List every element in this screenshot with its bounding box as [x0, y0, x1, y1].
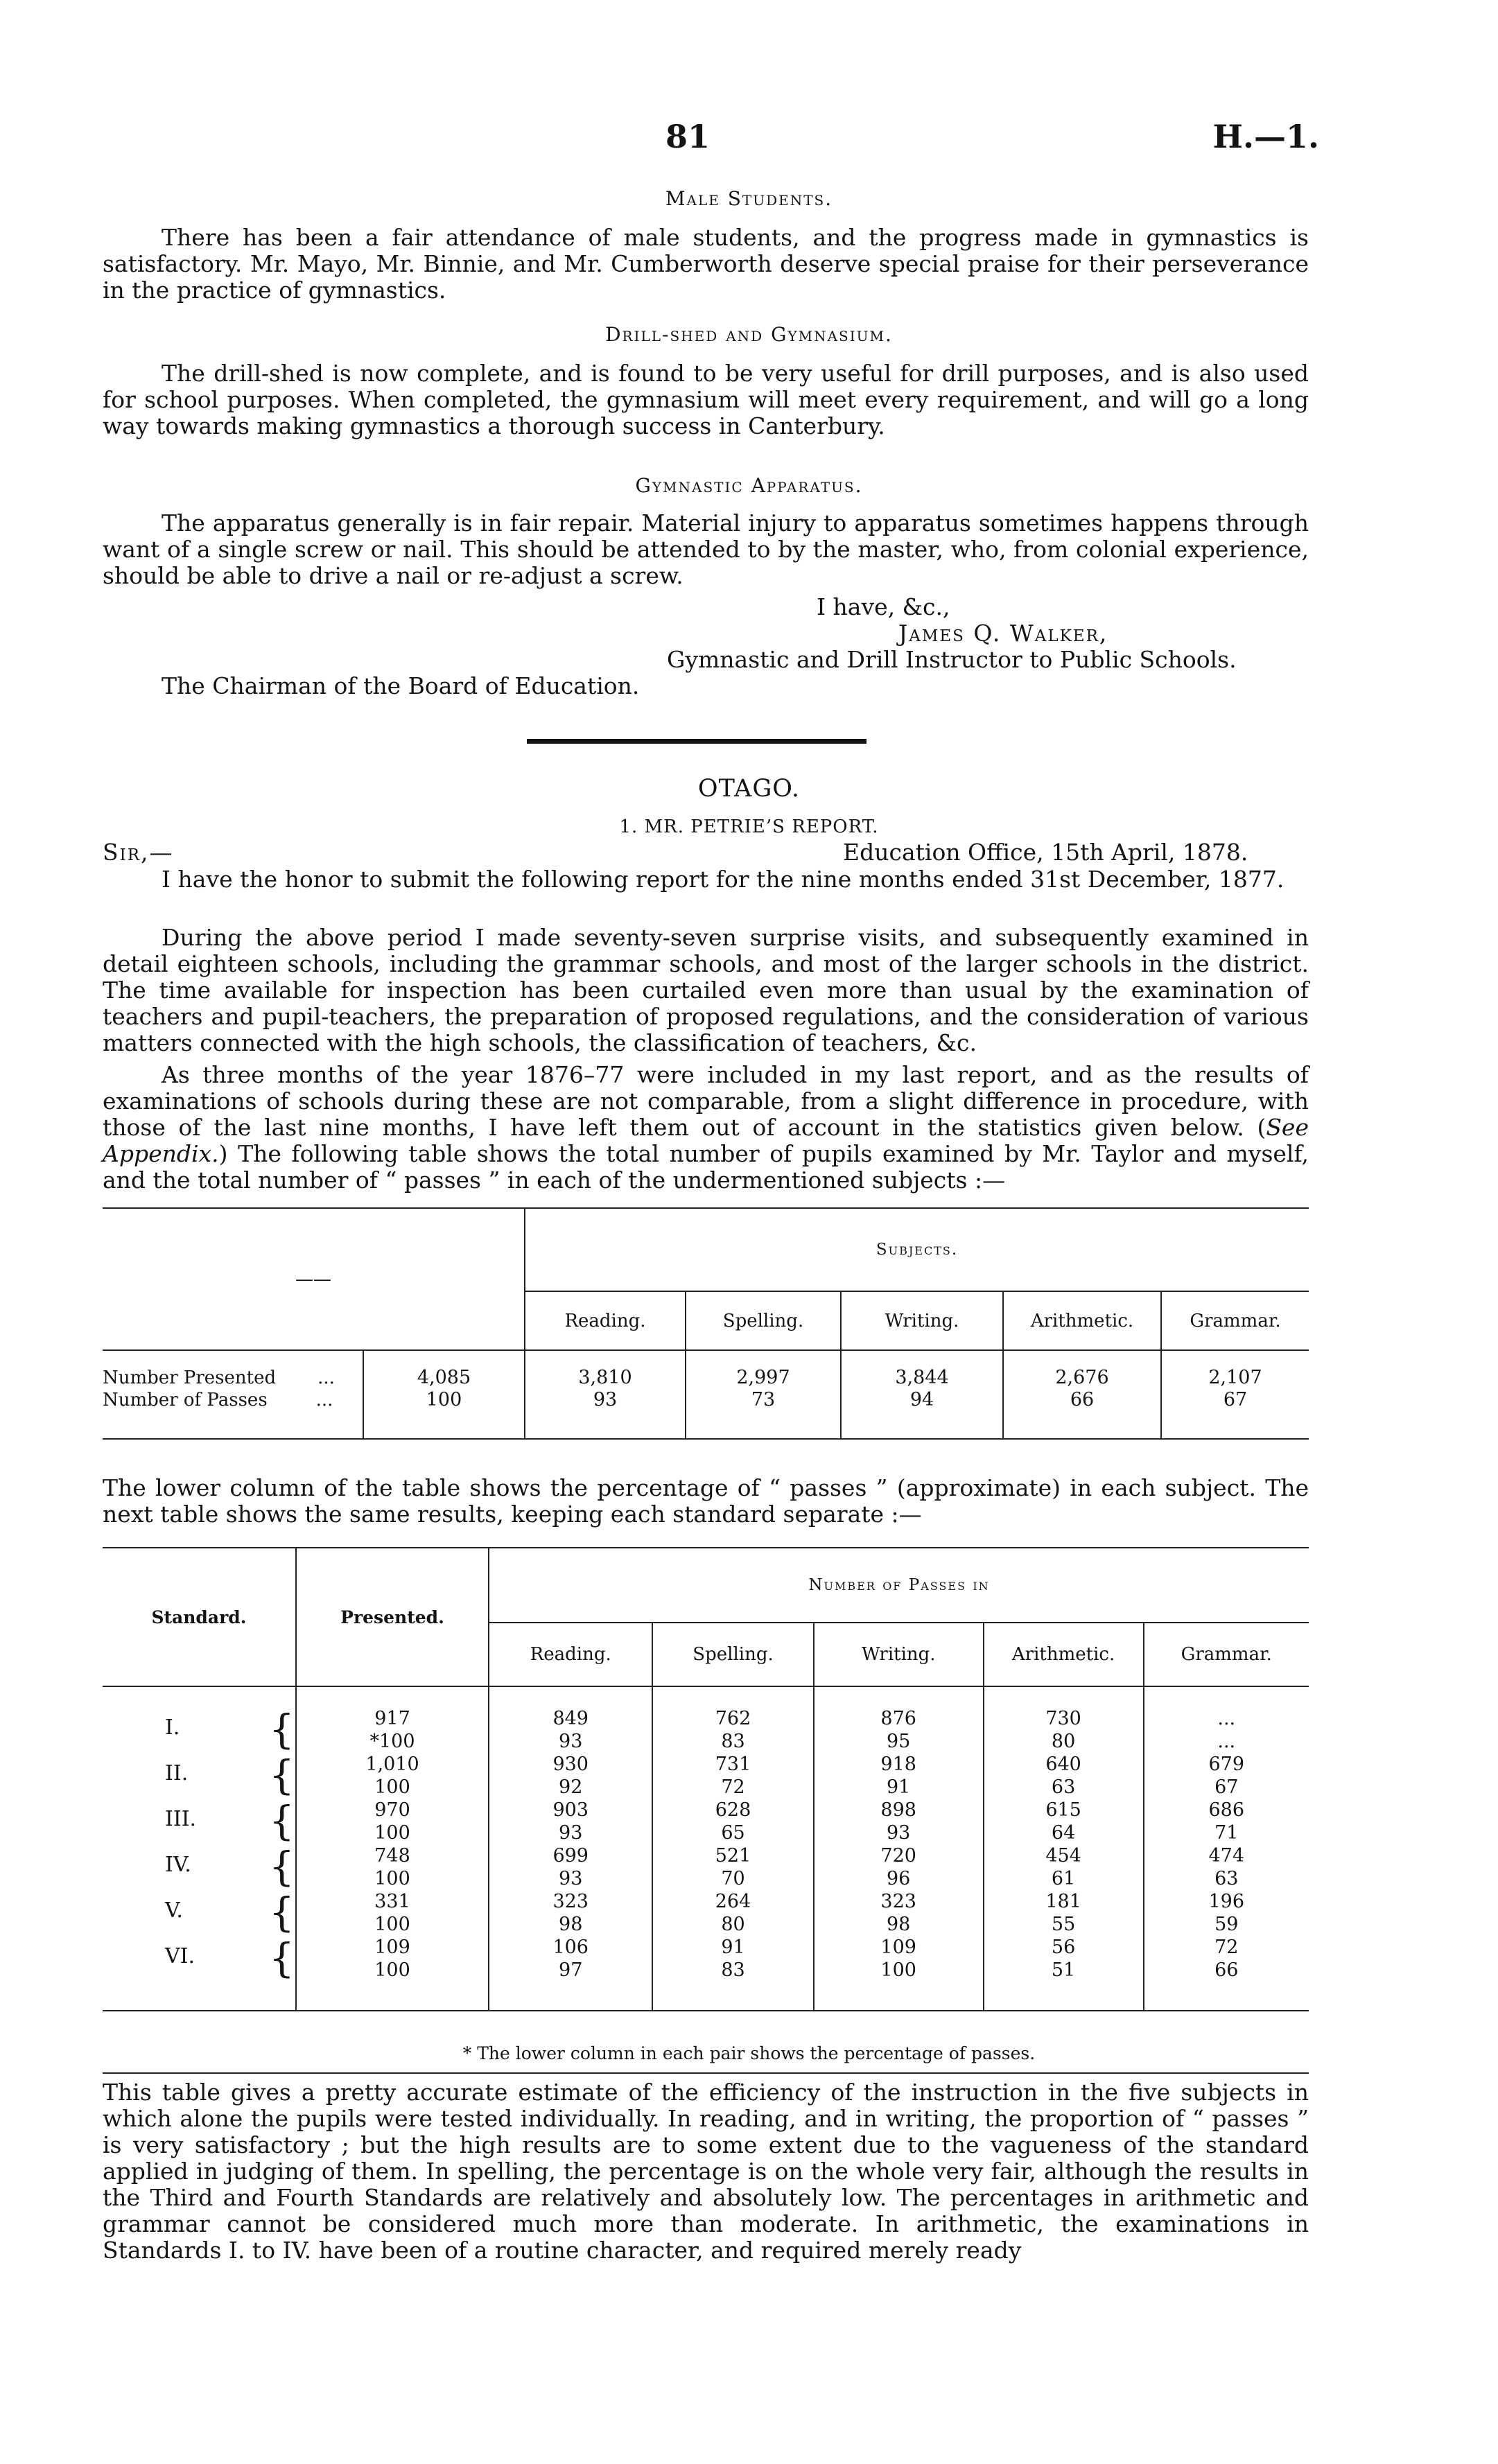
presented-value: 748 — [374, 1845, 410, 1867]
drill-shed-heading: Drill-shed and Gymnasium. — [605, 323, 893, 346]
reading-value: 106 — [552, 1937, 589, 1958]
footnote-rule — [103, 2072, 1309, 2074]
standard-label: III. — [165, 1807, 197, 1831]
arithmetic-value: 615 — [1045, 1799, 1081, 1821]
standard-label: V. — [165, 1898, 183, 1923]
spelling-value: 83 — [721, 1731, 745, 1752]
reading-value: 930 — [552, 1754, 589, 1775]
final-paragraph: This table gives a pretty accurate estimate of the efficiency of the instruction in the five subjects in which alone the pupils were tested individually. In reading, and in writing, the proportion of “ passes ” is very satisfactory ; but the high results are to some extent due to the vagueness of the standard applied in judging of them. In spelling, the percentage is on the whole very fair, although the results in the Third and Fourth Standards are relatively and absolutely low. The percentages in arithmetic and grammar cannot be considered much more than moderate. In arithmetic, the examinations in Standards I. to IV. have been of a routine character, and required merely ready — [103, 2079, 1309, 2264]
arithmetic-value: 61 — [1051, 1868, 1076, 1889]
male-students-heading: Male Students. — [665, 187, 833, 210]
reading-value: 93 — [559, 1822, 583, 1844]
standard-label: IV. — [165, 1853, 191, 1877]
spelling-value: 72 — [721, 1776, 745, 1798]
table-footnote: * The lower column in each pair shows the percentage of passes. — [462, 2043, 1036, 2063]
page-number: 81 — [665, 118, 711, 155]
presented-value: 100 — [374, 1776, 410, 1798]
spelling-value: 70 — [721, 1868, 745, 1889]
spelling-value: 264 — [715, 1891, 751, 1912]
presented-value: 100 — [374, 1868, 410, 1889]
spelling-value: 80 — [721, 1914, 745, 1935]
presented-value: 100 — [374, 1959, 410, 1981]
between-tables-text: The lower column of the table shows the percentage of “ passes ” (approximate) in each subject. The next table shows the same results, keeping each standard separate :— — [103, 1474, 1309, 1528]
closing-line: I have, &c., — [817, 593, 950, 620]
reading-value: 849 — [552, 1708, 589, 1729]
otago-paragraph-1: I have the honor to submit the following report for the nine months ended 31st December, 1877. — [162, 866, 1284, 893]
standard-label: I. — [165, 1715, 180, 1740]
see-appendix: See Appendix. — [103, 1114, 1309, 1167]
report-heading: 1. MR. PETRIE’S REPORT. — [619, 816, 879, 837]
drill-shed-text: The drill-shed is now complete, and is found to be very useful for drill purposes, and is also used for school purposes. When completed, the gymnasium will meet every requirement, and will go a long way towards making gymnastics a thorough success in Canterbury. — [103, 360, 1309, 439]
spelling-value: 762 — [715, 1708, 751, 1729]
signer-name: James Q. Walker, — [898, 620, 1108, 647]
spelling-value: 731 — [715, 1754, 751, 1775]
brace-icon: { — [269, 1751, 295, 1799]
presented-value: 917 — [374, 1708, 410, 1729]
t2-col-spelling: Spelling. — [652, 1623, 813, 1686]
standard-label: II. — [165, 1761, 189, 1785]
dateline: Education Office, 15th April, 1878. — [843, 839, 1248, 866]
t1-col-reading: Reading. — [525, 1291, 686, 1350]
arithmetic-value: 181 — [1045, 1891, 1081, 1912]
signer-title: Gymnastic and Drill Instructor to Public Schools. — [667, 646, 1237, 673]
table-row — [103, 1936, 1309, 1982]
reading-value: 98 — [559, 1914, 583, 1935]
male-students-text: There has been a fair attendance of male students, and the progress made in gymnastics is satisfactory. Mr. Mayo, Mr. Binnie, and Mr. Cumberworth deserve special praise for their perseverance in the practice of gymnastics. — [103, 224, 1309, 304]
grammar-value: 474 — [1208, 1845, 1245, 1867]
t1-col-arithmetic: Arithmetic. — [1003, 1291, 1161, 1350]
table-row — [103, 1753, 1309, 1799]
writing-value: 109 — [880, 1937, 916, 1958]
t2-col-presented: Presented. — [296, 1548, 489, 1686]
t1-col-grammar: Grammar. — [1161, 1291, 1309, 1350]
grammar-value: 71 — [1214, 1822, 1239, 1844]
otago-title: OTAGO. — [697, 775, 801, 803]
section-divider — [527, 739, 866, 744]
writing-value: 876 — [880, 1708, 916, 1729]
grammar-value: 196 — [1208, 1891, 1245, 1912]
standard-label: VI. — [165, 1944, 195, 1968]
arithmetic-value: 80 — [1051, 1731, 1076, 1752]
t2-col-reading: Reading. — [489, 1623, 652, 1686]
arithmetic-value: 64 — [1051, 1822, 1076, 1844]
arithmetic-value: 454 — [1045, 1845, 1081, 1867]
reading-value: 323 — [552, 1891, 589, 1912]
row-label: Number of Passes — [103, 1390, 268, 1410]
reading-value: 699 — [552, 1845, 589, 1867]
apparatus-text: The apparatus generally is in fair repair. Material injury to apparatus sometimes happens through want of a single screw or nail. This should be attended to by the master, who, from colonial experience, should be able to drive a nail or re-adjust a screw. — [103, 509, 1309, 589]
writing-value: 91 — [887, 1776, 911, 1798]
grammar-value: ... — [1217, 1708, 1236, 1729]
t1-col-writing: Writing. — [841, 1291, 1003, 1350]
grammar-value: 679 — [1208, 1754, 1245, 1775]
table-row — [103, 1844, 1309, 1890]
presented-value: 100 — [374, 1914, 410, 1935]
arithmetic-value: 640 — [1045, 1754, 1081, 1775]
grammar-value: ... — [1217, 1731, 1236, 1752]
reading-value: 97 — [559, 1959, 583, 1981]
salutation: Sir,— — [103, 839, 174, 866]
arithmetic-value: 730 — [1045, 1708, 1081, 1729]
reading-value: 92 — [559, 1776, 583, 1798]
arithmetic-value: 56 — [1051, 1937, 1076, 1958]
arithmetic-value: 55 — [1051, 1914, 1076, 1935]
spelling-value: 91 — [721, 1937, 745, 1958]
reading-value: 903 — [552, 1799, 589, 1821]
spelling-value: 83 — [721, 1959, 745, 1981]
writing-value: 100 — [880, 1959, 916, 1981]
writing-value: 720 — [880, 1845, 916, 1867]
table-row: Number Presented ... 4,085 3,810 2,997 3,844 2,676 2,107 — [103, 1367, 1309, 1389]
subjects-header: Subjects. — [525, 1208, 1309, 1291]
document-code: H.—1. — [1212, 118, 1319, 155]
grammar-value: 686 — [1208, 1799, 1245, 1821]
presented-value: *100 — [369, 1731, 415, 1752]
otago-paragraph-2: During the above period I made seventy-seven surprise visits, and subsequently examined in detail eighteen schools, including the grammar schools, and most of the larger schools in the district. The time available for inspection has been curtailed even more than usual by the examination of teachers and pupil-teachers, the preparation of proposed regulations, and the consideration of various matters connected with the high schools, the classification of teachers, &c. — [103, 924, 1309, 1056]
presented-value: 970 — [374, 1799, 410, 1821]
brace-icon: { — [269, 1843, 295, 1890]
spelling-value: 628 — [715, 1799, 751, 1821]
subjects-summary-table — [103, 1207, 1309, 1440]
passes-header: Number of Passes in — [489, 1548, 1309, 1623]
grammar-value: 72 — [1214, 1937, 1239, 1958]
standards-table — [103, 1547, 1309, 2011]
grammar-value: 66 — [1214, 1959, 1239, 1981]
apparatus-heading: Gymnastic Apparatus. — [635, 474, 863, 497]
brace-icon: { — [269, 1797, 295, 1844]
grammar-value: 59 — [1214, 1914, 1239, 1935]
otago-paragraph-3: As three months of the year 1876–77 were included in my last report, and as the results of examinations of schools during these are not comparable, from a slight difference in procedure, with those of the last nine months, I have left them out of account in the statistics given below. (See Appendix.) The following table shows the total number of pupils examined by Mr. Taylor and myself, and the total number of “ passes ” in each of the undermentioned subjects :— — [103, 1061, 1309, 1194]
t2-col-writing: Writing. — [814, 1623, 984, 1686]
grammar-value: 63 — [1214, 1868, 1239, 1889]
table-row: Number of Passes ... 100 93 73 94 66 67 — [103, 1389, 1309, 1411]
t2-col-arithmetic: Arithmetic. — [984, 1623, 1144, 1686]
table-row — [103, 1707, 1309, 1753]
writing-value: 93 — [887, 1822, 911, 1844]
row-label: Number Presented — [103, 1368, 277, 1388]
table-row — [103, 1890, 1309, 1936]
spelling-value: 65 — [721, 1822, 745, 1844]
reading-value: 93 — [559, 1731, 583, 1752]
presented-value: 109 — [374, 1937, 410, 1958]
blank-header: —— — [295, 1268, 331, 1290]
presented-value: 100 — [374, 1822, 410, 1844]
writing-value: 918 — [880, 1754, 916, 1775]
writing-value: 95 — [887, 1731, 911, 1752]
addressee: The Chairman of the Board of Education. — [162, 672, 640, 699]
writing-value: 323 — [880, 1891, 916, 1912]
writing-value: 96 — [887, 1868, 911, 1889]
t2-col-standard: Standard. — [103, 1548, 296, 1686]
presented-value: 331 — [374, 1891, 410, 1912]
spelling-value: 521 — [715, 1845, 751, 1867]
reading-value: 93 — [559, 1868, 583, 1889]
arithmetic-value: 63 — [1051, 1776, 1076, 1798]
t1-col-spelling: Spelling. — [686, 1291, 841, 1350]
arithmetic-value: 51 — [1051, 1959, 1076, 1981]
writing-value: 98 — [887, 1914, 911, 1935]
brace-icon: { — [269, 1706, 295, 1753]
presented-value: 1,010 — [365, 1754, 419, 1775]
grammar-value: 67 — [1214, 1776, 1239, 1798]
t2-col-grammar: Grammar. — [1144, 1623, 1309, 1686]
brace-icon: { — [269, 1934, 295, 1982]
table-row — [103, 1799, 1309, 1844]
writing-value: 898 — [880, 1799, 916, 1821]
brace-icon: { — [269, 1889, 295, 1936]
